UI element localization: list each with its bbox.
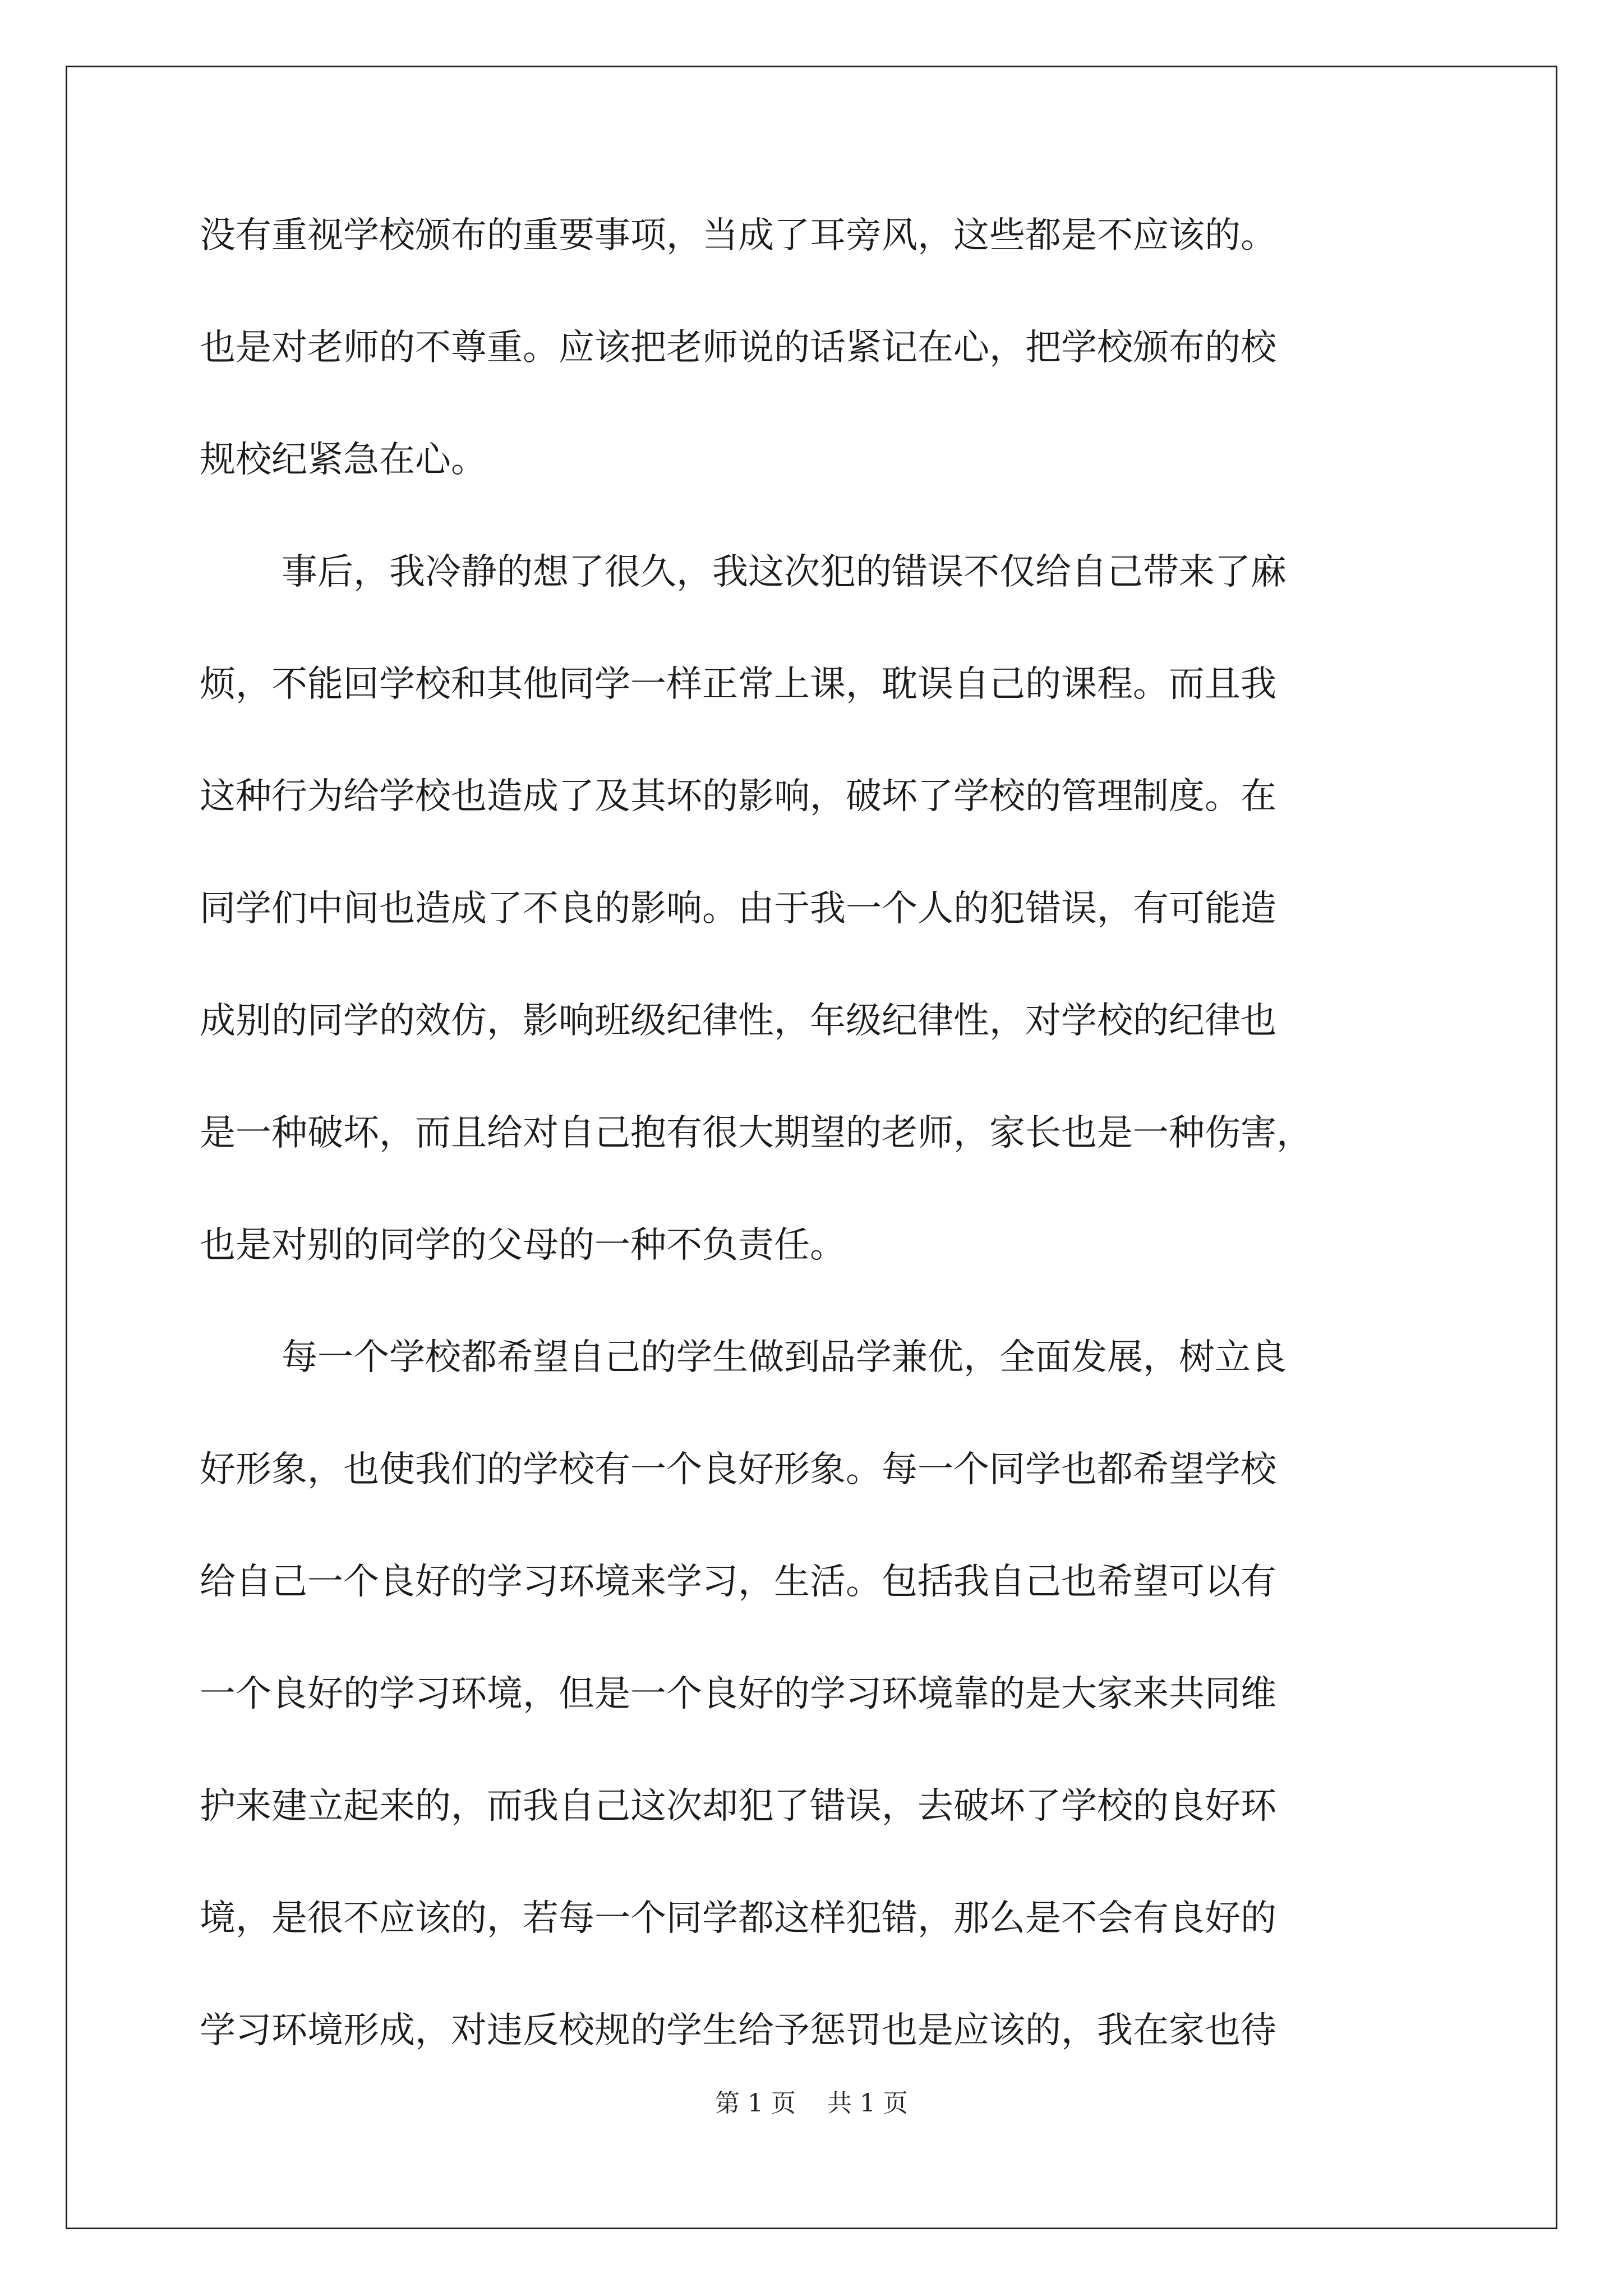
text-line: 境，是很不应该的，若每一个同学都这样犯错，那么是不会有良好的: [200, 1898, 1276, 1939]
text-line: 是一种破坏，而且给对自己抱有很大期望的老师，家长也是一种伤害，: [200, 1112, 1312, 1154]
text-line: 成别的同学的效仿，影响班级纪律性，年级纪律性，对学校的纪律也: [200, 1000, 1276, 1042]
paragraph-start-line: 事后，我冷静的想了很久，我这次犯的错误不仅给自己带来了麻: [282, 551, 1287, 593]
paragraph-start-line: 每一个学校都希望自己的学生做到品学兼优，全面发展，树立良: [282, 1337, 1287, 1378]
text-line: 规校纪紧急在心。: [200, 439, 487, 481]
text-line: 也是对老师的不尊重。应该把老师说的话紧记在心，把学校颁布的校: [200, 327, 1276, 369]
text-line: 也是对别的同学的父母的一种不负责任。: [200, 1225, 846, 1266]
text-line: 这种行为给学校也造成了及其坏的影响，破坏了学校的管理制度。在: [200, 776, 1276, 817]
text-line: 烦，不能回学校和其他同学一样正常上课，耽误自己的课程。而且我: [200, 664, 1276, 705]
text-line: 给自己一个良好的学习环境来学习，生活。包括我自己也希望可以有: [200, 1561, 1276, 1603]
text-line: 好形象，也使我们的学校有一个良好形象。每一个同学也都希望学校: [200, 1449, 1276, 1490]
text-line: 学习环境形成，对违反校规的学生给予惩罚也是应该的，我在家也待: [200, 2010, 1276, 2051]
text-line: 护来建立起来的，而我自己这次却犯了错误，去破坏了学校的良好环: [200, 1786, 1276, 1827]
text-line: 同学们中间也造成了不良的影响。由于我一个人的犯错误，有可能造: [200, 888, 1276, 930]
page-number-footer: 第 1 页 共 1 页: [715, 2089, 908, 2118]
text-line: 没有重视学校颁布的重要事项，当成了耳旁风，这些都是不应该的。: [200, 215, 1276, 256]
text-line: 一个良好的学习环境，但是一个良好的学习环境靠的是大家来共同维: [200, 1673, 1276, 1715]
